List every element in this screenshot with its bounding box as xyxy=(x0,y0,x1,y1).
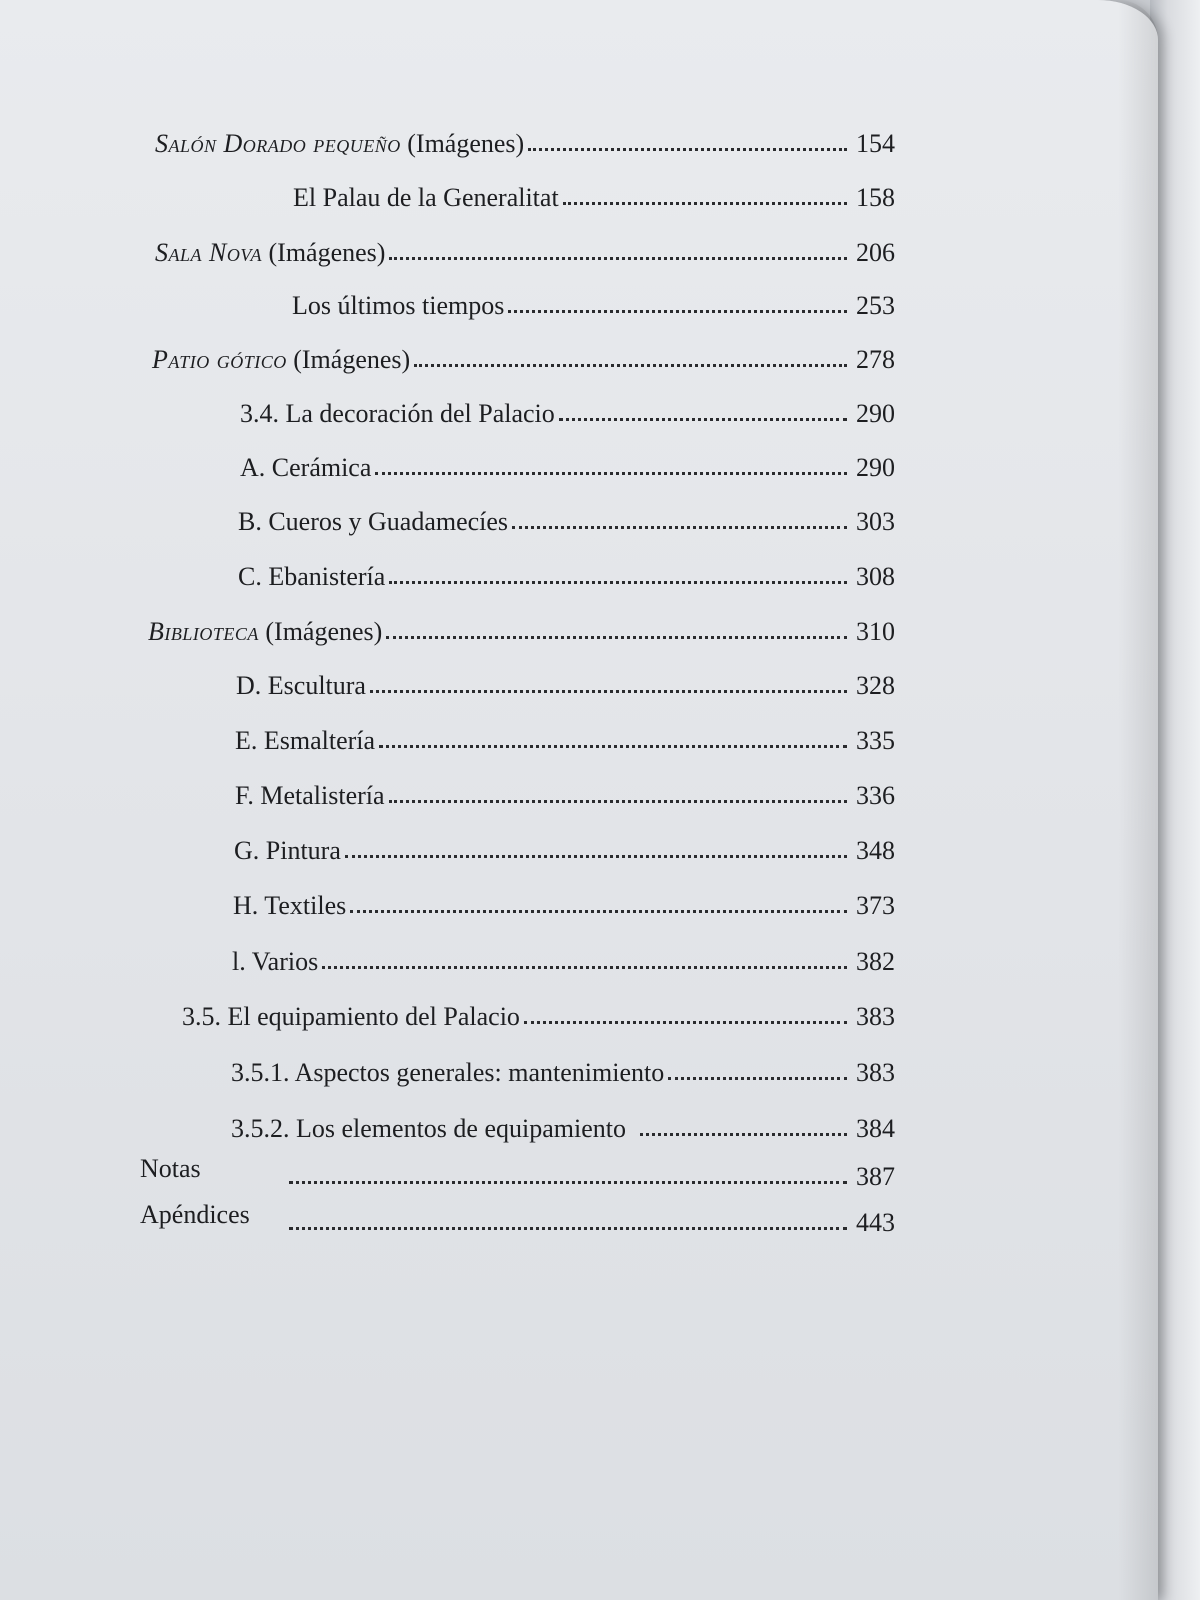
toc-entry-label-text: (Imágenes) xyxy=(400,129,525,158)
toc-entry-label: E. Esmaltería xyxy=(235,726,376,755)
toc-entry-apendices xyxy=(140,1196,895,1236)
toc-entry-pintura xyxy=(234,824,895,864)
toc-entry-label: 3.5.1. Aspectos generales: mantenimiento xyxy=(231,1058,665,1087)
toc-entry-palau xyxy=(293,171,895,211)
toc-entry-page: 348 xyxy=(856,836,895,865)
toc-entry-label xyxy=(152,347,410,373)
toc-entry-label-italic: Sala Nova xyxy=(155,238,262,267)
dot-leader xyxy=(668,1077,847,1080)
dot-leader xyxy=(389,800,847,803)
toc-entry-label: 3.5.2. Los elementos de equipamiento xyxy=(231,1114,626,1143)
toc-entry-label: D. Escultura xyxy=(236,671,366,700)
toc-entry-label-text: (Imágenes) xyxy=(258,617,383,646)
toc-entry-label-italic: Biblioteca xyxy=(148,617,259,646)
toc-entry-label: 3.4. La decoración del Palacio xyxy=(240,399,555,428)
toc-entry-label xyxy=(155,131,524,157)
toc-entry-metalisteria xyxy=(235,769,895,809)
toc-entry-salon-dorado xyxy=(155,117,895,157)
toc-entry-ultimos-tiempos xyxy=(292,279,895,319)
toc-entry-page: 443 xyxy=(856,1208,895,1237)
toc-entry-label: B. Cueros y Guadamecíes xyxy=(238,507,509,536)
toc-entry-page: 278 xyxy=(856,345,895,374)
toc-entry-page: 303 xyxy=(856,507,895,536)
toc-entry-label: A. Cerámica xyxy=(240,453,372,482)
dot-leader xyxy=(322,966,847,969)
toc-entry-label-italic: Salón Dorado pequeño xyxy=(155,129,401,158)
toc-entry-label: Apéndices xyxy=(140,1200,250,1229)
toc-entry-ebanisteria xyxy=(238,550,895,590)
dot-leader xyxy=(386,636,847,639)
dot-leader xyxy=(414,364,847,367)
toc-entry-varios xyxy=(232,935,895,975)
toc-entry-label: 3.5. El equipamiento del Palacio xyxy=(182,1002,520,1031)
toc-entry-label xyxy=(155,240,385,266)
dot-leader xyxy=(389,581,847,584)
toc-entry-page: 384 xyxy=(856,1114,895,1143)
dot-leader xyxy=(563,202,847,205)
toc-entry-page: 387 xyxy=(856,1162,895,1191)
dot-leader xyxy=(640,1133,847,1136)
dot-leader xyxy=(512,526,847,529)
toc-entry-equipamiento xyxy=(182,990,895,1030)
toc-entry-page: 154 xyxy=(856,129,895,158)
toc-entry-elementos-equipamiento xyxy=(231,1102,895,1142)
toc-entry-label: H. Textiles xyxy=(233,891,347,920)
toc-entry-page: 310 xyxy=(856,617,895,646)
dot-leader xyxy=(524,1021,847,1024)
toc-entry-page: 383 xyxy=(856,1058,895,1087)
dot-leader xyxy=(289,1181,847,1184)
toc-entry-sala-nova xyxy=(155,226,895,266)
toc-entry-patio-gotico xyxy=(152,333,895,373)
toc-entry-label: El Palau de la Generalitat xyxy=(293,183,559,212)
dot-leader xyxy=(350,910,847,913)
toc-entry-label: G. Pintura xyxy=(234,836,341,865)
toc-entry-page: 206 xyxy=(856,238,895,267)
dot-leader xyxy=(345,855,847,858)
toc-entry-cueros xyxy=(238,495,895,535)
toc-entry-page: 290 xyxy=(856,453,895,482)
toc-entry-page: 382 xyxy=(856,947,895,976)
toc-entry-aspectos-generales xyxy=(231,1046,895,1086)
toc-entry-label xyxy=(148,619,382,645)
toc-entry-page: 373 xyxy=(856,891,895,920)
toc-entry-label: F. Metalistería xyxy=(235,781,385,810)
toc-entry-notas xyxy=(140,1150,895,1190)
toc-entry-label-text: (Imágenes) xyxy=(286,345,411,374)
toc-entry-label-italic: Patio gótico xyxy=(152,345,287,374)
toc-entry-page: 253 xyxy=(856,291,895,320)
dot-leader xyxy=(389,257,847,260)
page-curl-shadow xyxy=(1118,0,1158,1600)
toc-entry-decoracion xyxy=(240,387,895,427)
toc-entry-page: 328 xyxy=(856,671,895,700)
toc-entry-label: Los últimos tiempos xyxy=(292,291,505,320)
toc-entry-page: 308 xyxy=(856,562,895,591)
toc-entry-esmalteria xyxy=(235,714,895,754)
toc-entry-label: Notas xyxy=(140,1154,201,1183)
toc-entry-page: 383 xyxy=(856,1002,895,1031)
toc-entry-label: l. Varios xyxy=(232,947,319,976)
toc-entry-label: C. Ebanistería xyxy=(238,562,386,591)
dot-leader xyxy=(370,690,847,693)
toc-entry-biblioteca xyxy=(148,605,895,645)
dot-leader xyxy=(379,745,847,748)
toc-entry-label-text: (Imágenes) xyxy=(262,238,386,267)
dot-leader xyxy=(375,472,847,475)
dot-leader xyxy=(508,310,847,313)
toc-entry-page: 335 xyxy=(856,726,895,755)
toc-entry-ceramica xyxy=(240,441,895,481)
dot-leader xyxy=(528,148,847,151)
toc-entry-page: 336 xyxy=(856,781,895,810)
toc-entry-page: 290 xyxy=(856,399,895,428)
toc-entry-page: 158 xyxy=(856,183,895,212)
toc-entry-escultura xyxy=(236,659,895,699)
dot-leader xyxy=(289,1227,847,1230)
dot-leader xyxy=(559,418,847,421)
toc-entry-textiles xyxy=(233,879,895,919)
